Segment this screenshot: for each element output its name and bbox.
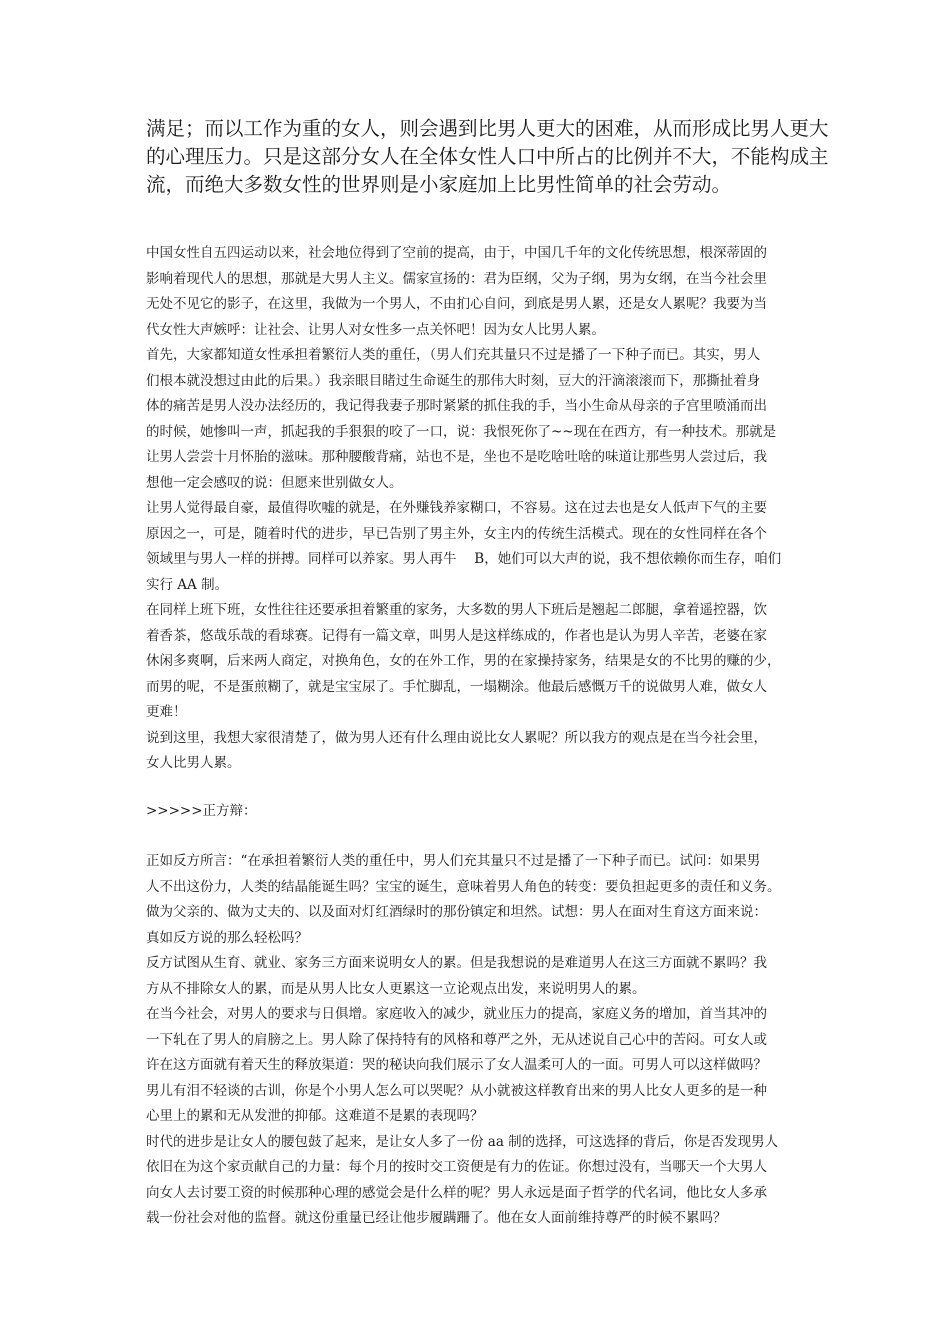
text-line: 做为父亲的、做为丈夫的、以及面对灯红酒绿时的那份镇定和坦然。试想：男人在面对生育这方面来说： <box>146 904 767 920</box>
text-line: 一下轧在了男人的肩膀之上。男人除了保持特有的风格和尊严之外，无从述说自己心中的苦闷。可女人或 <box>146 1031 767 1048</box>
text-line: 的时候，她惨叫一声，抓起我的手狠狠的咬了一口，说：我恨死你了~~现在在西方，有一种技术。那就是 <box>146 423 777 440</box>
text-line: 向女人去讨要工资的时候那种心理的感觉会是什么样的呢？男人永远是面子哲学的代名词，他比女人多承 <box>146 1184 767 1201</box>
text-line: 载一份社会对他的监督。就这份重量已经让他步履蹒跚了。他在女人面前维持尊严的时候不累吗？ <box>146 1210 727 1226</box>
text-line: 女人比男人累。 <box>146 755 241 771</box>
text-line: 着香茶，悠哉乐哉的看球赛。记得有一篇文章，叫男人是这样练成的，作者也是认为男人辛苦，老婆在家 <box>146 627 767 644</box>
text-line: 许在这方面就有着天生的释放渠道：哭的秘诀向我们展示了女人温柔可人的一面。可男人可以这样做吗？ <box>146 1057 767 1073</box>
text-line: 们根本就没想过由此的后果。）我亲眼目睹过生命诞生的那伟大时刻，豆大的汗滴滚滚而下，那撕扯着身 <box>146 372 761 389</box>
text-line: 领域里与男人一样的拼搏。同样可以养家。男人再牛 B，她们可以大声的说，我不想依赖你而生存，咱们 <box>146 551 782 567</box>
text-line: 首先，大家都知道女性承担着繁衍人类的重任，（男人们充其量只不过是播了一下种子而已。其实，男人 <box>146 347 761 363</box>
lead-paragraph <box>146 115 829 199</box>
text-line: 想他一定会感叹的说：但愿来世别做女人。 <box>146 474 403 491</box>
section-one <box>146 241 836 777</box>
text-line: 方从不排除女人的累，而是从男人比女人更累这一立论观点出发，来说明男人的累。 <box>146 980 646 997</box>
text-line: 时代的进步是让女人的腰包鼓了起来，是让女人多了一份 aa 制的选择，可这选择的背后，你是否发现男人 <box>146 1133 779 1150</box>
section-two <box>146 849 836 1232</box>
text-line: 让男人觉得最自豪，最值得吹嘘的就是，在外赚钱养家糊口，不容易。这在过去也是女人低声下气的主要 <box>146 500 767 516</box>
text-line: 中国女性自五四运动以来，社会地位得到了空前的提高，由于，中国几千年的文化传统思想，根深蒂固的 <box>146 245 767 261</box>
lead-line: 流，而绝大多数女性的世界则是小家庭加上比男性简单的社会劳动。 <box>146 173 732 196</box>
text-line: 休闲多爽啊，后来两人商定，对换角色，女的在外工作，男的在家操持家务，结果是女的不比男的赚的少， <box>146 653 781 669</box>
text-line: 在当今社会，对男人的要求与日俱增。家庭收入的减少，就业压力的提高，家庭义务的增加，首当其冲的 <box>146 1006 767 1022</box>
text-line: 实行 AA 制。 <box>146 576 229 593</box>
text-line: 正如反方所言：“在承担着繁衍人类的重任中，男人们充其量只不过是播了一下种子而已。试问：如果男 <box>146 853 761 869</box>
text-line: 在同样上班下班，女性往往还要承担着繁重的家务，大多数的男人下班后是翘起二郎腿，拿着遥控器，饮 <box>146 602 767 618</box>
text-line: 心里上的累和无从发泄的抑郁。这难道不是累的表现吗？ <box>146 1108 484 1124</box>
text-line: 影响着现代人的思想，那就是大男人主义。儒家宣扬的：君为臣纲，父为子纲，男为女纲，在当今社会里 <box>146 270 767 287</box>
text-line: 原因之一，可是，随着时代的进步，早已告别了男主外，女主内的传统生活模式。现在的女性同样在各个 <box>146 525 767 542</box>
text-line: 说到这里，我想大家很清楚了，做为男人还有什么理由说比女人累呢？所以我方的观点是在当今社会里， <box>146 729 767 746</box>
text-line: 反方试图从生育、就业、家务三方面来说明女人的累。但是我想说的是难道男人在这三方面就不累吗？我 <box>146 955 767 971</box>
text-line: 让男人尝尝十月怀胎的滋味。那种腰酸背痛，站也不是，坐也不是吃啥吐啥的味道让那些男人尝过后，我 <box>146 449 767 465</box>
text-line: 体的痛苦是男人没办法经历的，我记得我妻子那时紧紧的抓住我的手，当小生命从母亲的子宫里喷涌而出 <box>146 398 767 414</box>
text-line: 男儿有泪不轻谈的古训，你是个小男人怎么可以哭呢？从小就被这样教育出来的男人比女人更多的是一种 <box>146 1082 767 1099</box>
text-line: 更难！ <box>146 704 187 720</box>
text-line: 依旧在为这个家贡献自己的力量：每个月的按时交工资便是有力的佐证。你想过没有，当哪天一个大男人 <box>146 1159 767 1175</box>
text-line: 而男的呢，不是蛋煎糊了，就是宝宝尿了。手忙脚乱，一塌糊涂。他最后感慨万千的说做男人难，做女人 <box>146 678 767 695</box>
text-line: 代女性大声嫉呼：让社会、让男人对女性多一点关怀吧！因为女人比男人累。 <box>146 321 605 338</box>
section-heading: >>>>>正方辩： <box>146 802 257 819</box>
lead-line: 的心理压力。只是这部分女人在全体女性人口中所占的比例并不大，不能构成主 <box>146 145 829 168</box>
text-line: 人不出这份力，人类的结晶能诞生吗？宝宝的诞生，意味着男人角色的转变：要负担起更多的责任和义务。 <box>146 878 781 895</box>
lead-line: 满足；而以工作为重的女人，则会遇到比男人更大的困难，从而形成比男人更大 <box>146 117 829 140</box>
document-body <box>146 241 836 1232</box>
text-line: 真如反方说的那么轻松吗？ <box>146 929 308 946</box>
text-line: 无处不见它的影子，在这里，我做为一个男人，不由扪心自问，到底是男人累，还是女人累呢？我要为当 <box>146 296 767 312</box>
